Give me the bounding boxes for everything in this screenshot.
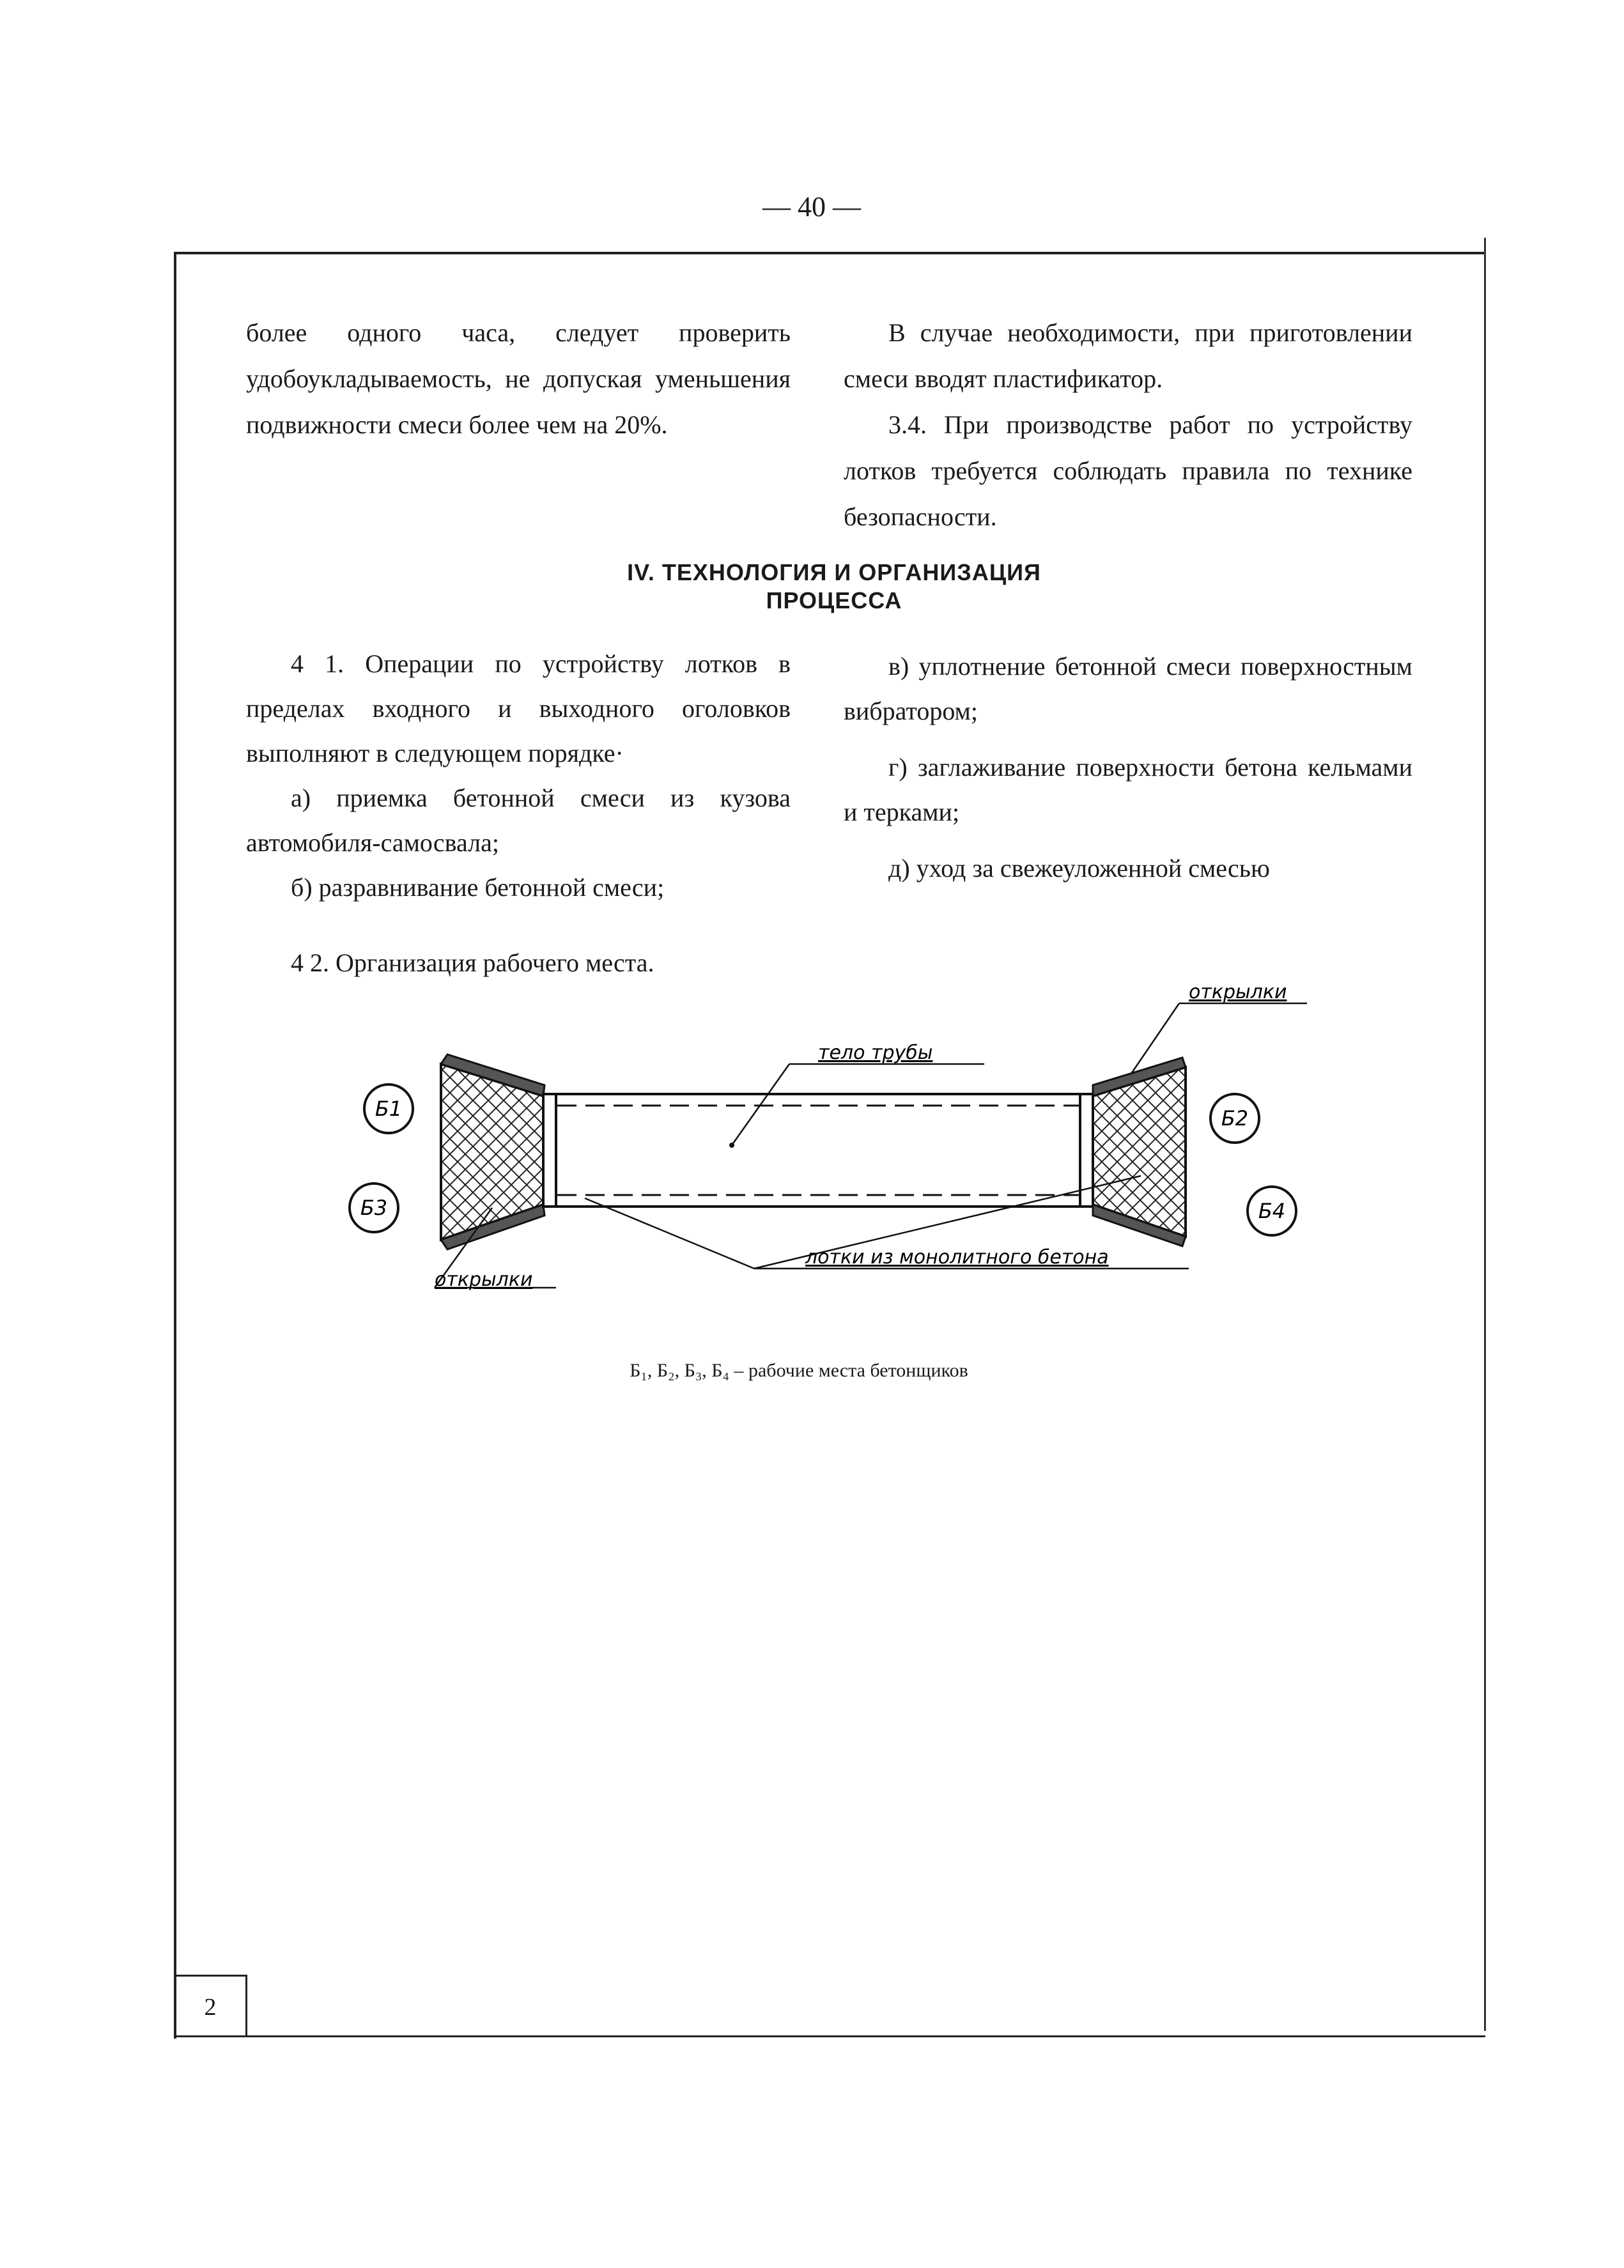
marker-b2-label: Б2 — [1221, 1106, 1249, 1130]
label-pipe-body: тело трубы — [818, 1042, 933, 1064]
section-heading-line-2: ПРОЦЕССА — [766, 587, 902, 613]
page-number: — 40 — — [762, 191, 861, 222]
label-trays: лотки из монолитного бетона — [805, 1246, 1109, 1269]
step-d: д) уход за свежеуложенной смесью — [888, 854, 1270, 883]
marker-b1-label: Б1 — [375, 1097, 403, 1121]
frame-left-line — [174, 252, 176, 2039]
left-end-wall — [543, 1094, 556, 1207]
label-wings-bottom: открылки — [435, 1269, 533, 1291]
section-heading — [499, 559, 1170, 615]
marker-b3 — [350, 1184, 398, 1232]
marker-b4-label: Б4 — [1258, 1199, 1286, 1223]
marker-b3-label: Б3 — [360, 1196, 388, 1220]
intro-right-paragraph-2: 3.4. При производстве работ по устройству лотков требуется соблюдать правила по технике безопасности. — [844, 410, 1412, 531]
sheet-number-box — [175, 1975, 247, 2037]
intro-right-paragraph-1: В случае необходимости, при приготовлении смеси вводят пластификатор. — [844, 318, 1412, 393]
step-v: в) уплотнение бетонной смеси поверхностным вибратором; — [844, 652, 1412, 725]
frame-top-line — [174, 252, 1485, 254]
intro-right-column — [844, 310, 1412, 540]
section-heading-line-1: IV. ТЕХНОЛОГИЯ И ОРГАНИЗАЦИЯ — [627, 559, 1041, 585]
marker-b1 — [364, 1084, 413, 1133]
sheet-number: 2 — [204, 1993, 217, 2021]
step-a: а) приемка бетонной смеси из кузова автомобиля-самосвала; — [246, 783, 791, 857]
pipe-body — [556, 1094, 1080, 1207]
paragraph-4-2: 4 2. Организация рабочего места. — [291, 948, 654, 977]
label-wings-top: открылки — [1189, 981, 1287, 1003]
section-right-column — [844, 644, 1412, 891]
figure-caption: Б₁, Б₂, Б₃, Б₄ – рабочие места бетонщиков — [630, 1360, 968, 1381]
intro-left-paragraph: более одного часа, следует проверить удобоукладываемость, не допуская уменьшения подвижности смеси более чем на 20%. — [246, 318, 791, 439]
marker-b4 — [1248, 1187, 1296, 1235]
step-b: б) разравнивание бетонной смеси; — [291, 873, 665, 902]
step-g: г) заглаживание поверхности бетона кельмами и терками; — [844, 753, 1412, 826]
intro-left-column — [246, 310, 791, 448]
paragraph-4-1: 4 1. Операции по устройству лотков в пределах входного и выходного оголовков выполняют в следующем порядке· — [246, 649, 791, 768]
tray-leader-line-left — [585, 1198, 754, 1269]
frame-right-line — [1484, 238, 1486, 2031]
frame-bottom-line — [174, 2035, 1485, 2037]
section-left-column — [246, 642, 791, 985]
marker-b2 — [1210, 1094, 1259, 1143]
workplace-diagram — [320, 978, 1342, 1323]
